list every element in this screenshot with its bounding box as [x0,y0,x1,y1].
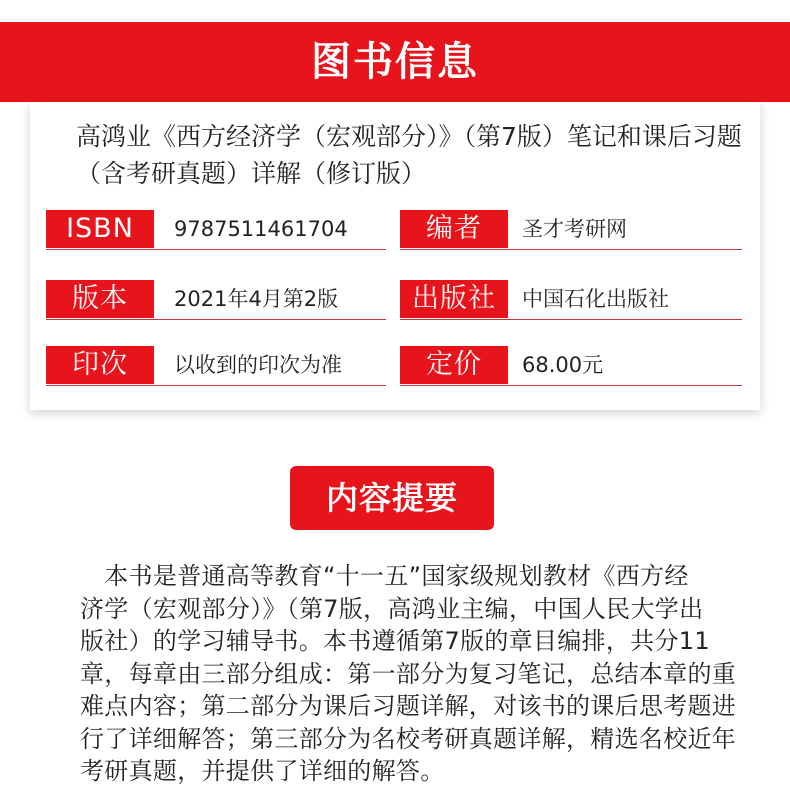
field-value: 圣才考研网 [522,217,627,241]
field-price [400,346,742,386]
field-value: 中国石化出版社 [522,287,669,311]
field-label: 出版社 [400,280,508,318]
field-value: 9787511461704 [174,217,348,241]
field-value: 68.00元 [522,353,604,377]
summary-title: 内容提要 [290,466,494,530]
page-title: 图书信息 [311,39,479,85]
summary-text: 本书是普通高等教育“十一五”国家级规划教材《西方经 济学（宏观部分）》（第7版，高鸿业主编，中国人民大学出 版社）的学习辅导书。本书遵循第7版的章目编排，共分11 章，每章由三部分组成：第一部分为复习笔记，总结本章的重 难点内容；第二部分为课后习题详解，对该书的课后思考题进 行了详细解答；第三部分为名校考研真题详解，精选名校近年 考研真题，并提供了详细的解答。 [80,562,737,785]
field-printing [46,346,386,386]
field-label: ISBN [46,210,154,248]
field-editor [400,210,742,250]
field-edition [46,280,386,320]
book-info-card [30,102,760,410]
field-label: 定价 [400,346,508,384]
book-title: 高鸿业《西方经济学（宏观部分）》（第7版）笔记和课后习题（含考研真题）详解（修订版） [76,122,742,188]
field-value: 2021年4月第2版 [174,287,339,311]
field-value: 以收到的印次为准 [174,353,342,377]
field-label: 编者 [400,210,508,248]
field-isbn [46,210,386,250]
field-publisher [400,280,742,320]
field-label: 版本 [46,280,154,318]
field-label: 印次 [46,346,154,384]
